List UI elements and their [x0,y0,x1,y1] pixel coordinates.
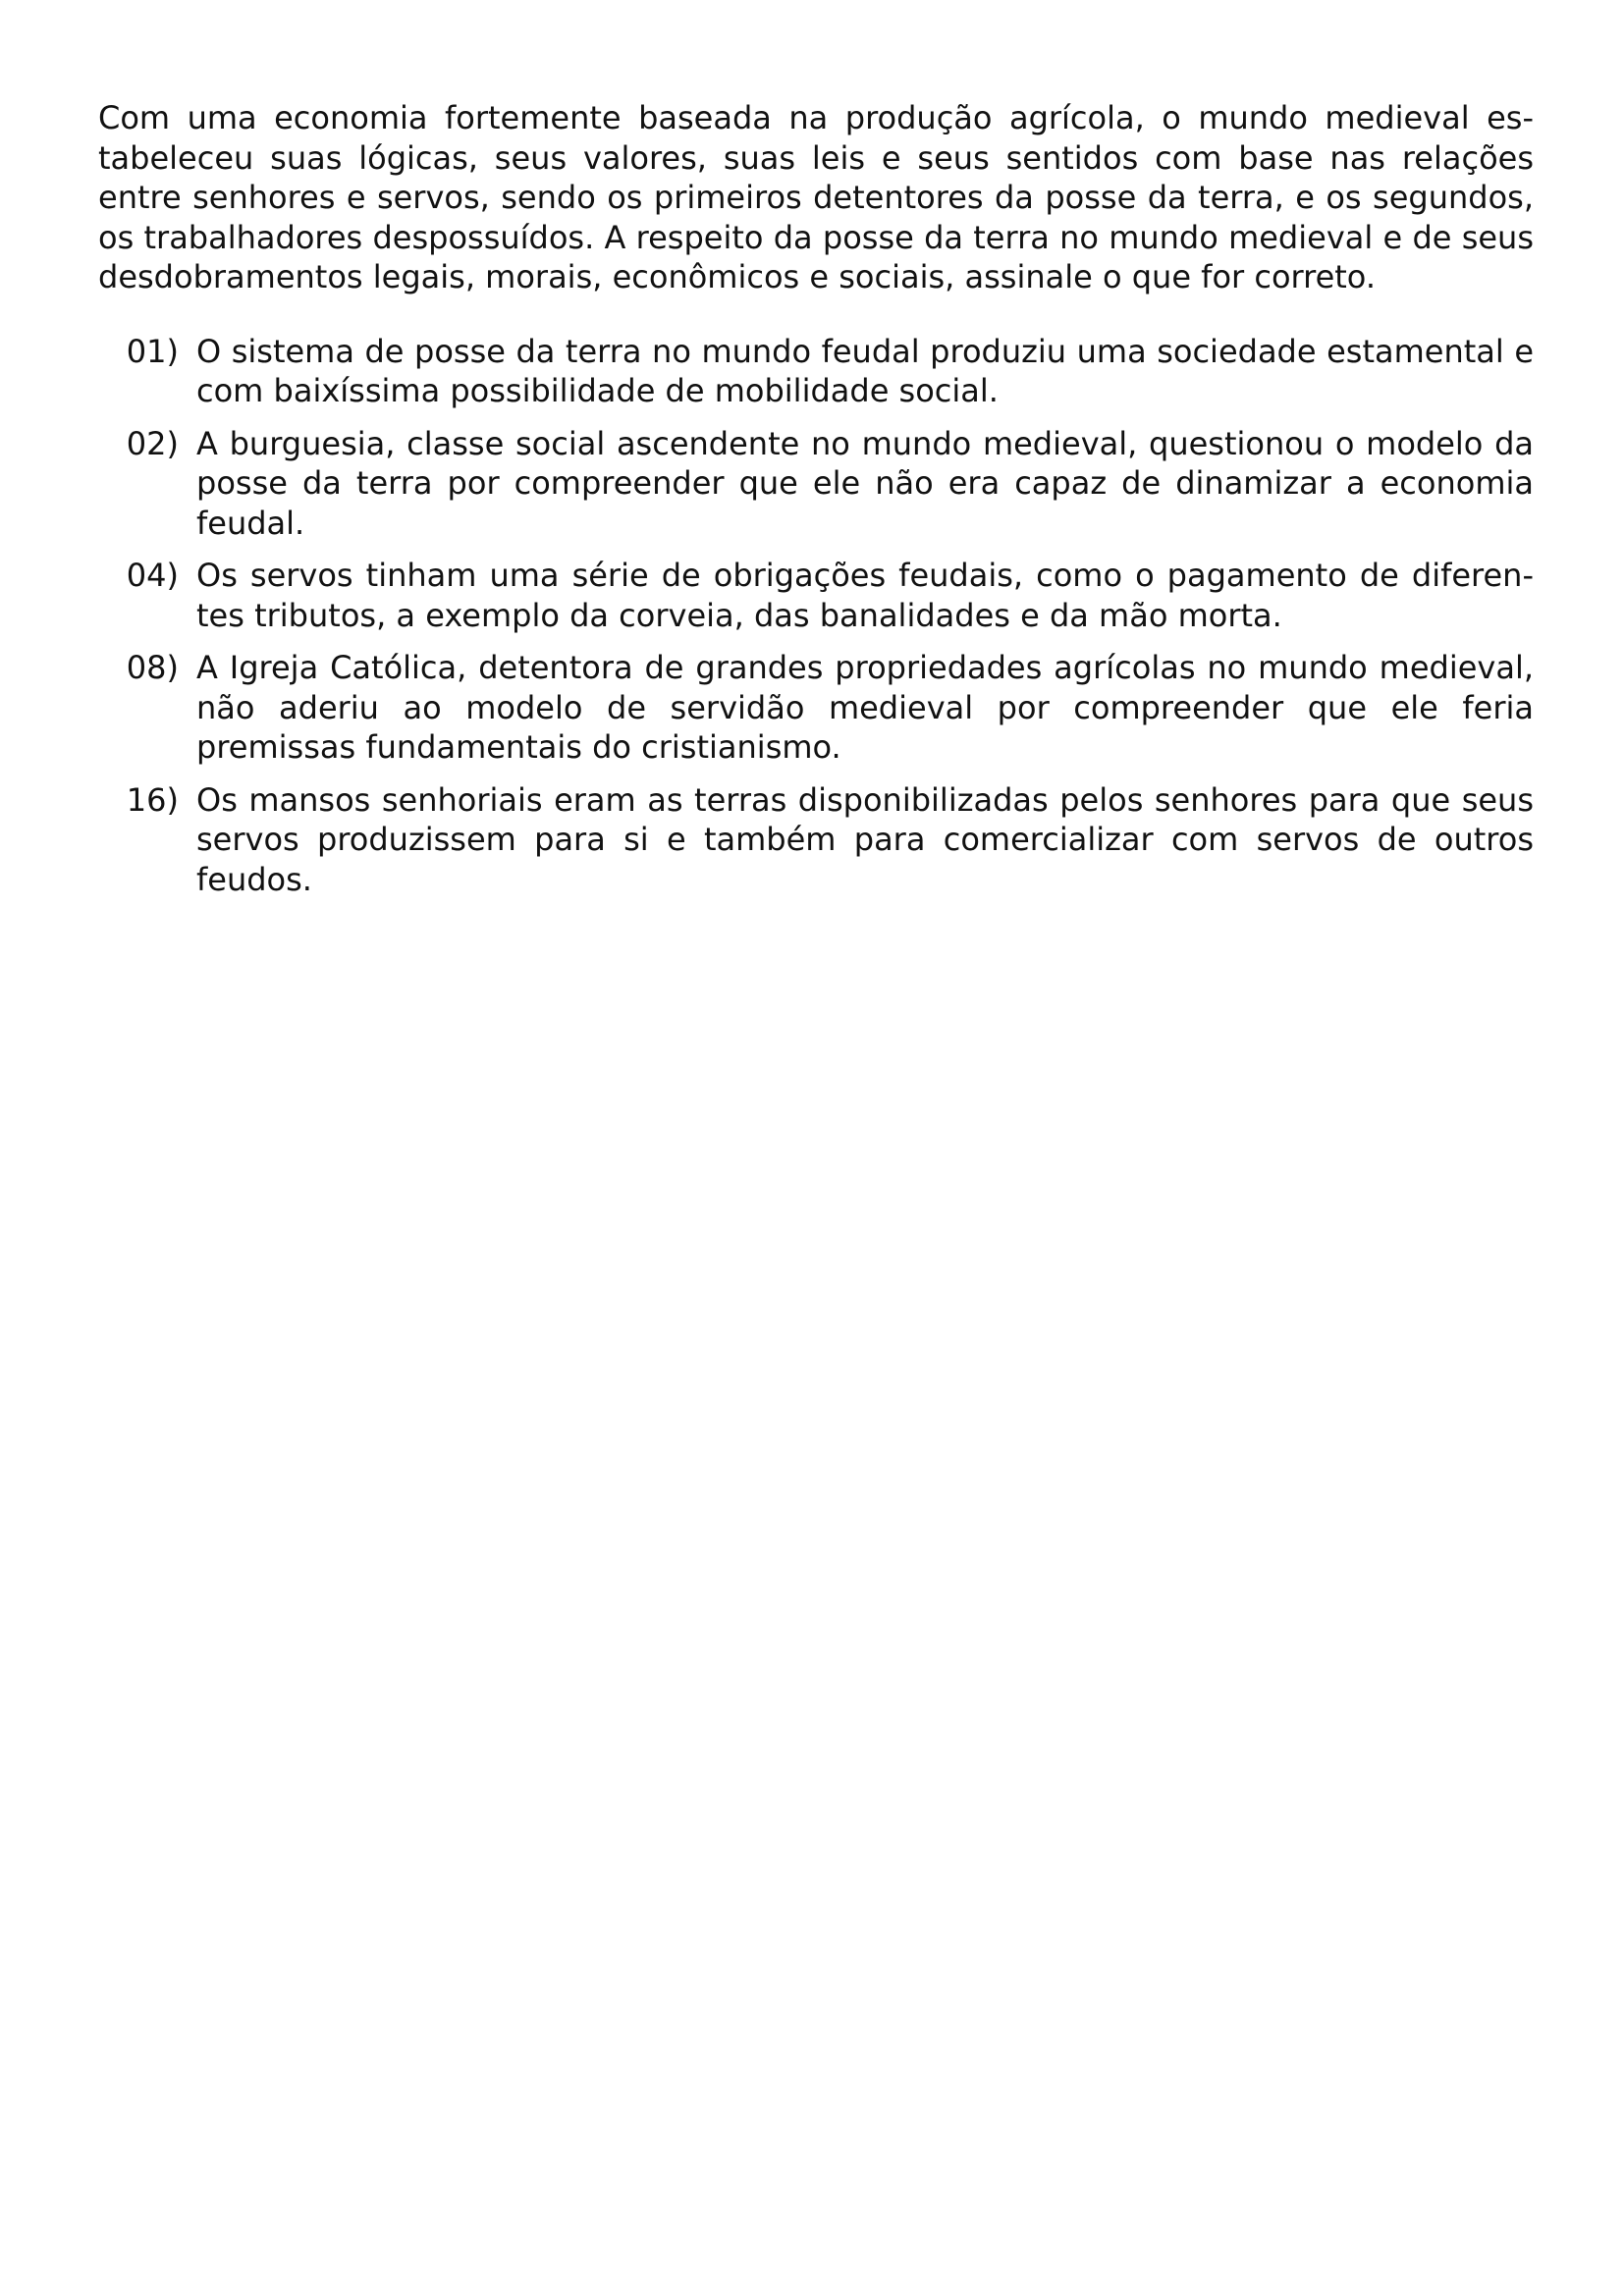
answer-option [98,556,1534,635]
option-text: A Igreja Católica, detentora de grandes propriedades agrícolas no mundo medieval, não aderiu ao modelo de servidão medieval por compreender que ele feria premissas fundamentais do cristianismo. [196,649,1534,766]
option-text: Os servos tinham uma série de obrigações feudais, como o pagamento de diferentes tributos, a exemplo da corveia, das banalidades e da mão morta. [196,557,1534,634]
answer-options-list [98,332,1534,900]
option-number: 01) [126,332,179,370]
question-page [98,98,1534,912]
option-number: 08) [126,649,179,686]
answer-option [98,648,1534,768]
option-number: 02) [126,424,179,462]
question-statement: Com uma economia fortemente baseada na produção agrícola, o mundo medieval estabeleceu suas lógicas, seus valores, suas leis e seus sentidos com base nas relações entre senhores e servos, sendo os primeiros detentores da posse da terra, e os segundos, os trabalhadores despossuídos. A respeito da posse da terra no mundo medieval e de seus desdobramentos legais, morais, econômicos e sociais, assinale o que for correto. [98,99,1534,295]
answer-option [98,780,1534,900]
option-number: 04) [126,557,179,594]
option-text: O sistema de posse da terra no mundo feudal produziu uma sociedade estamental e com baixíssima possibilidade de mobilidade social. [196,332,1534,409]
option-text: A burguesia, classe social ascendente no mundo medieval, questionou o modelo da posse da terra por compreender que ele não era capaz de dinamizar a economia feudal. [196,424,1534,542]
option-text: Os mansos senhoriais eram as terras disponibilizadas pelos senhores para que seus servos produzissem para si e também para comercializar com servos de outros feudos. [196,780,1534,898]
option-number: 16) [126,780,179,819]
answer-option [98,332,1534,411]
answer-option [98,424,1534,544]
